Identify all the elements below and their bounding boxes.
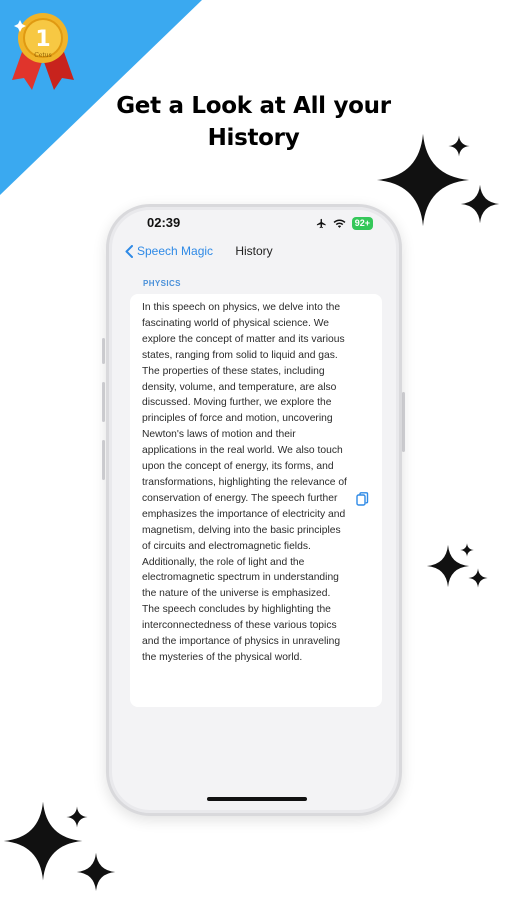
- sparkle-icon: [76, 852, 116, 892]
- battery-icon: 92+: [352, 217, 373, 230]
- badge-number: 1: [35, 27, 51, 52]
- sparkle-icon: [460, 184, 500, 224]
- sparkle-icon: [460, 543, 474, 557]
- sparkle-icon: [66, 806, 88, 828]
- badge-caption: Cetus: [34, 52, 52, 59]
- status-time: 02:39: [147, 215, 181, 230]
- history-category-label: PHYSICS: [143, 279, 181, 288]
- airplane-icon: [316, 218, 327, 229]
- home-indicator[interactable]: [207, 797, 307, 801]
- phone-side-button: [102, 338, 105, 364]
- phone-power-button: [402, 392, 405, 452]
- phone-frame: [106, 204, 402, 816]
- wifi-icon: [333, 218, 346, 229]
- copy-icon[interactable]: [356, 492, 369, 507]
- award-badge-icon: [8, 8, 78, 98]
- status-bar: [109, 215, 399, 235]
- headline-line-2: History: [207, 125, 300, 151]
- history-entry-text: In this speech on physics, we delve into the fascinating world of physical science. We explore the concept of matter and its various states, ranging from solid to liquid and gas. The properties of these states, including density, volume, and temperature, are also discussed. Moving further, we explore the principles of force and motion, uncovering Newton's laws of motion and their applications in the real world. We also touch upon the concept of energy, its forms, and transformations, highlighting the relevance of conservation of energy. The speech further emphasizes the importance of electricity and magnetism, delving into the basic principles of circuits and electromagnetic fields. Additionally, the role of light and the electromagnetic spectrum in understanding the nature of the universe is emphasized. The speech concludes by highlighting the interconnectedness of these various topics and the importance of physics in unraveling the mysteries of the physical world.: [142, 302, 347, 663]
- sparkle-icon: [448, 135, 470, 157]
- headline-line-1: Get a Look at All your: [116, 93, 391, 119]
- phone-volume-up-button: [102, 382, 105, 422]
- back-button-label: Speech Magic: [137, 244, 214, 258]
- sparkle-icon: [468, 568, 488, 588]
- phone-volume-down-button: [102, 440, 105, 480]
- navigation-bar: [109, 243, 399, 265]
- history-entry-card: [130, 294, 382, 707]
- page-title: History: [235, 244, 273, 258]
